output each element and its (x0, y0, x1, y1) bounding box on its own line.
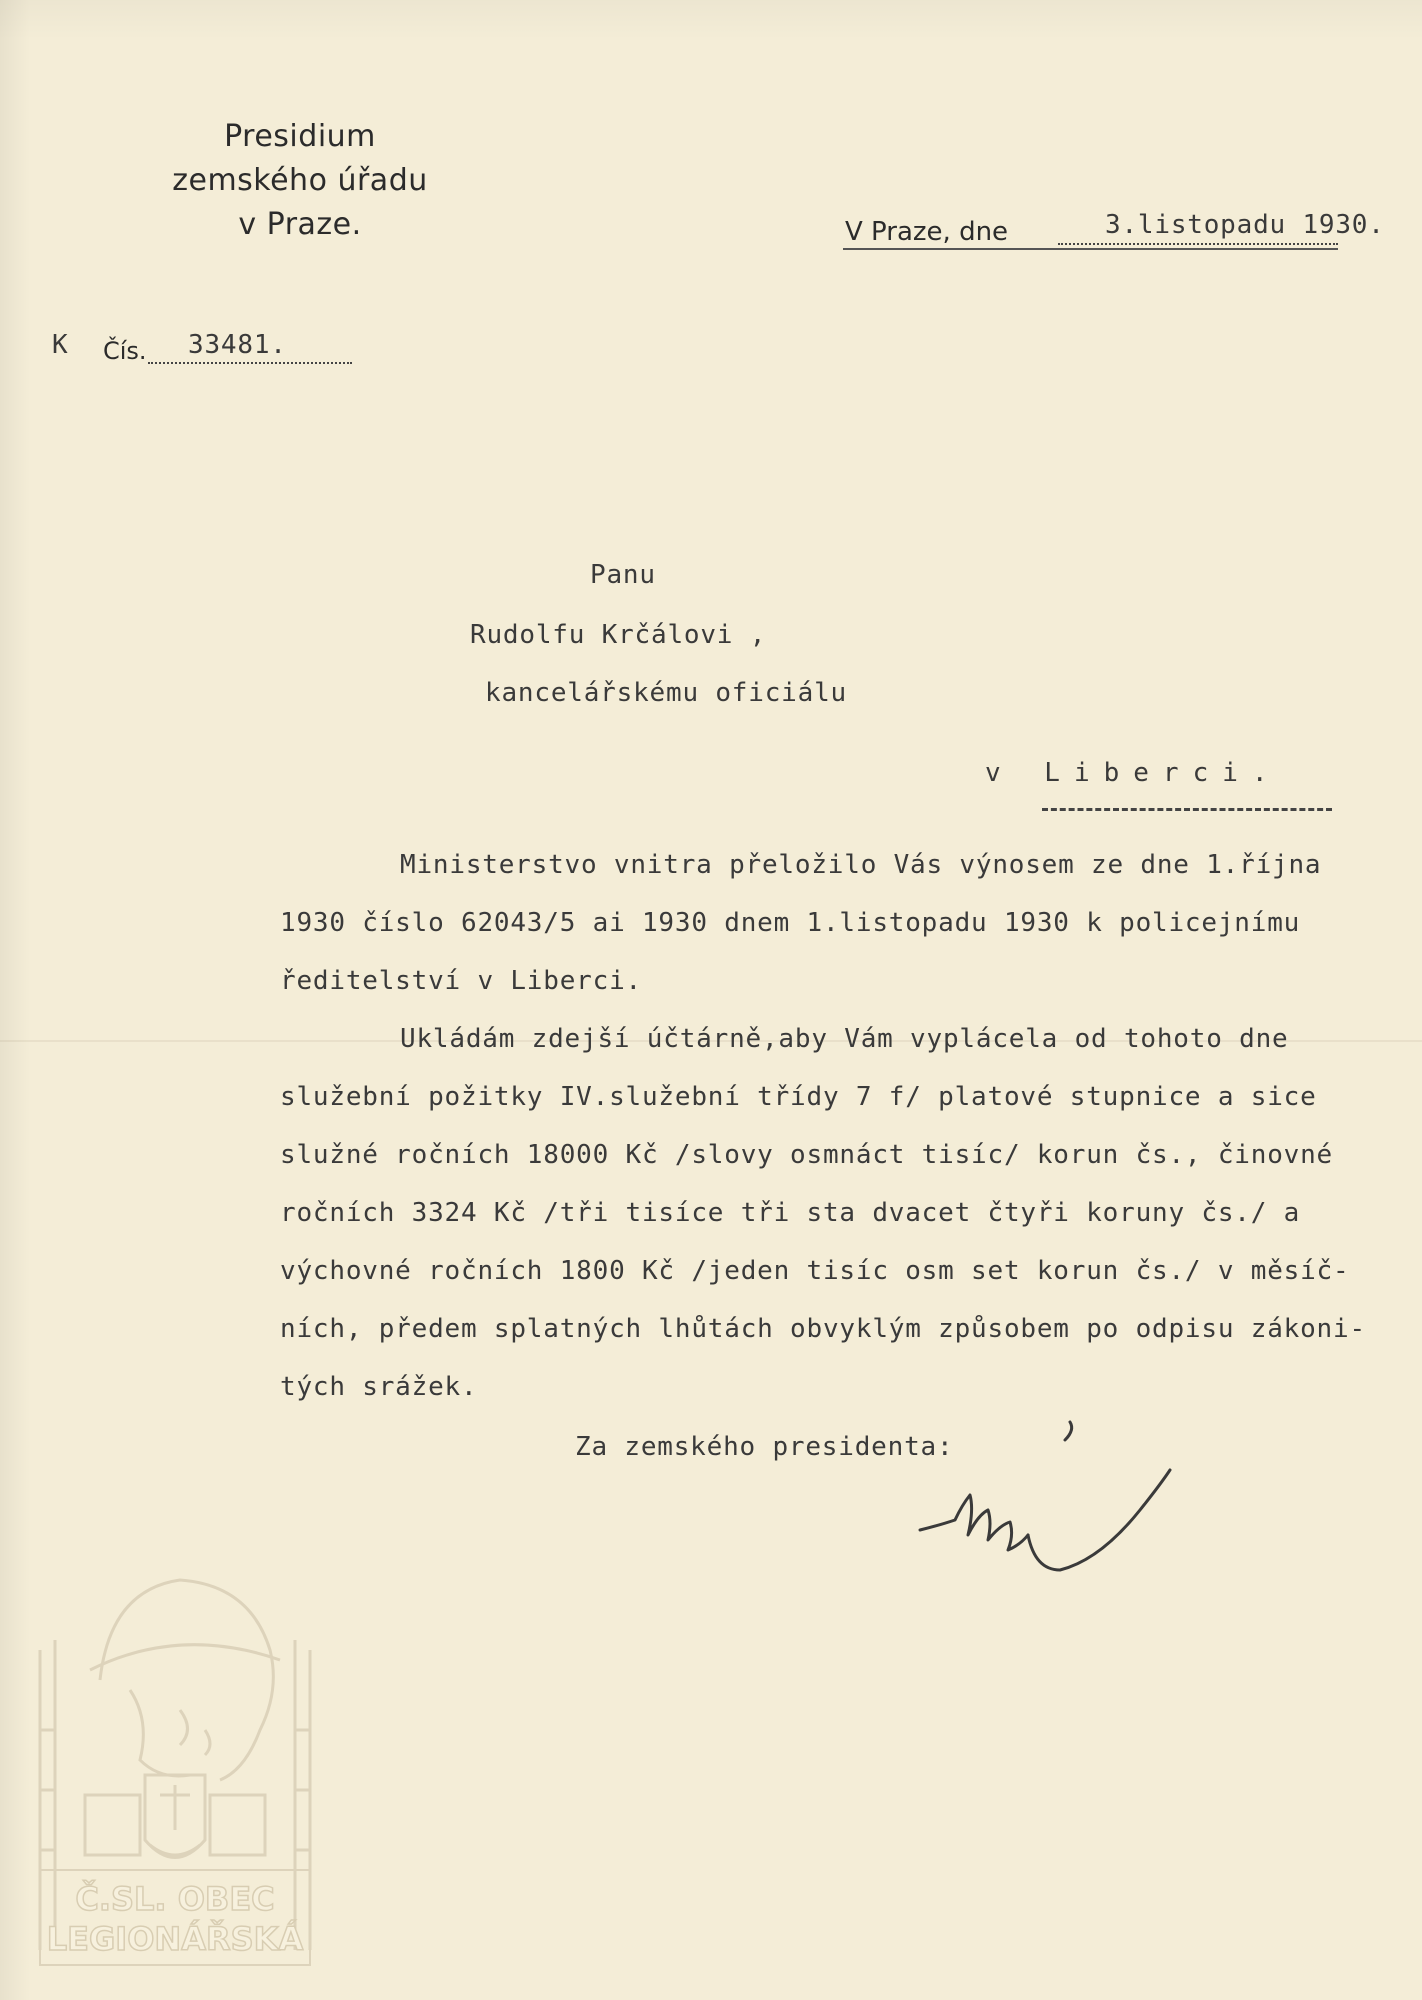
body-line: ročních 3324 Kč /tři tisíce tři sta dvacet čtyři koruny čs./ a (280, 1198, 1301, 1228)
addressee-name: Rudolfu Krčálovi , (470, 620, 767, 650)
date-value: 3.listopadu 1930. (1105, 210, 1385, 240)
closing-line: Za zemského presidenta: (575, 1432, 954, 1462)
addressee-title: kancelářskému oficiálu (485, 678, 847, 708)
reference-number: 33481. (188, 330, 287, 360)
body-line: tých srážek. (280, 1372, 478, 1402)
letterhead-line-3: v Praze. (238, 207, 362, 242)
body-line: ředitelství v Liberci. (280, 966, 642, 996)
body-line: služné ročních 18000 Kč /slovy osmnáct tisíc/ korun čs., činovné (280, 1140, 1334, 1170)
stamp-line-1: Č.SL. OBEC (75, 1880, 275, 1918)
reference-dotted-line (148, 362, 352, 364)
embossed-stamp (30, 1530, 320, 1970)
date-underline (843, 248, 1338, 250)
addressee-salutation: Panu (590, 560, 656, 590)
body-line: služební požitky IV.služební třídy 7 f/ platové stupnice a sice (280, 1082, 1317, 1112)
signature (900, 1410, 1200, 1590)
body-line: Ministerstvo vnitra přeložilo Vás výnosem ze dne 1.října (400, 850, 1322, 880)
body-line: výchovné ročních 1800 Kč /jeden tisíc osm set korun čs./ v měsíč- (280, 1256, 1350, 1286)
stamp-line-2: LEGIONÁŘSKÁ (46, 1920, 304, 1958)
reference-label: Čís. (103, 337, 147, 365)
letterhead-line-1: Presidium (224, 119, 376, 154)
body-line: 1930 číslo 62043/5 ai 1930 dnem 1.listopadu 1930 k policejnímu (280, 908, 1301, 938)
addressee-place: v Liberci. (985, 758, 1282, 788)
place-underline (1042, 808, 1332, 811)
body-line: ních, předem splatných lhůtách obvyklým způsobem po odpisu zákoni- (280, 1314, 1366, 1344)
letterhead (110, 115, 490, 247)
body-line: Ukládám zdejší účtárně,aby Vám vyplácela od tohoto dne (400, 1024, 1289, 1054)
date-dotted-line (1058, 243, 1338, 245)
date-prefix: V Praze, dne (845, 217, 1009, 247)
reference-mark: K (52, 330, 69, 360)
letterhead-line-2: zemského úřadu (172, 163, 428, 198)
